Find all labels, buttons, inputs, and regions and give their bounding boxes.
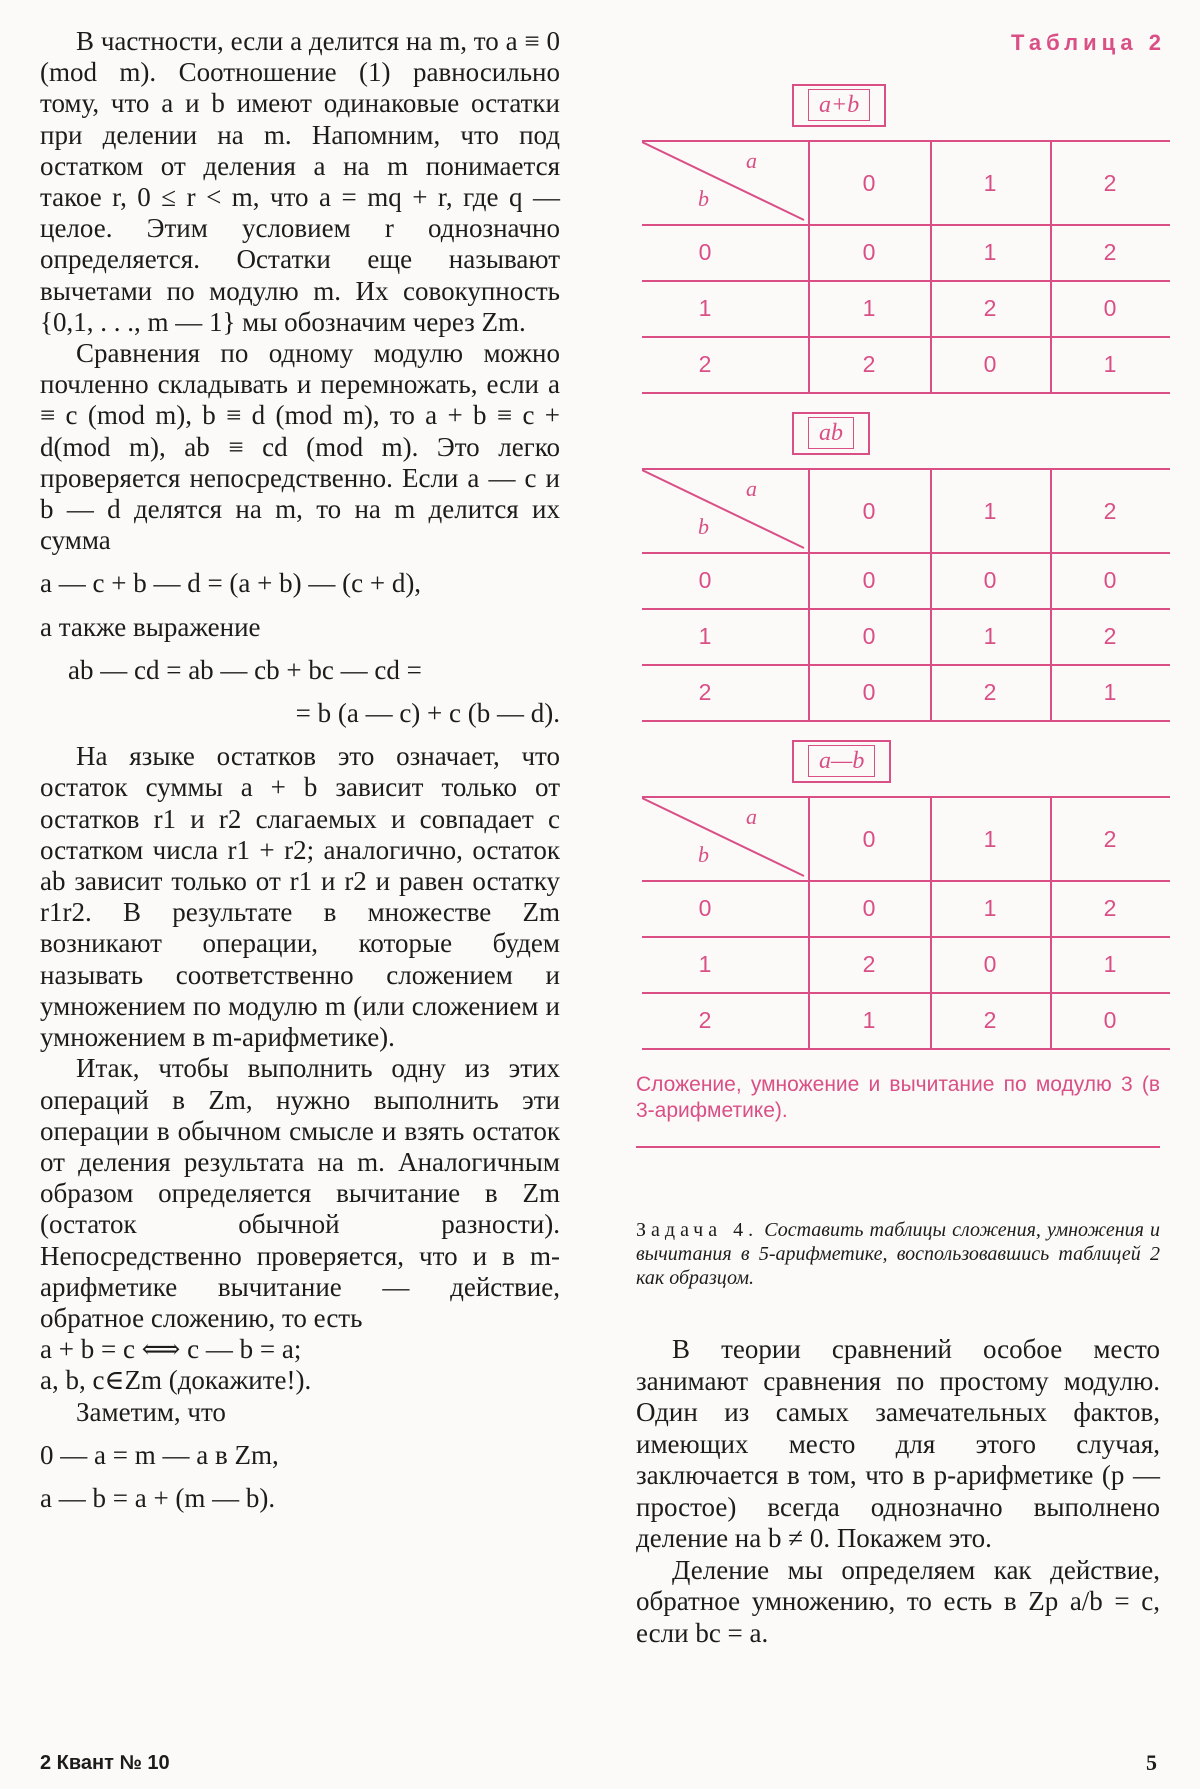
- header-cell: 1: [983, 170, 997, 196]
- op-label-box: [792, 740, 891, 783]
- table-cell: 1: [1103, 951, 1117, 977]
- equation-3a: a + b = c ⟺ c — b = a;: [40, 1334, 302, 1365]
- table-title: Таблица 2: [1010, 30, 1166, 55]
- column-divider: [930, 142, 932, 392]
- op-label-box: [792, 84, 886, 127]
- column-divider: [1050, 470, 1052, 720]
- page-number: 5: [1146, 1750, 1157, 1775]
- row-divider: [642, 1048, 1170, 1050]
- row-divider: [642, 720, 1170, 722]
- table-cell: 2: [1103, 623, 1117, 649]
- table-cell: 0: [1103, 567, 1117, 593]
- diagonal-line: [642, 798, 804, 876]
- col-variable-label: a: [746, 476, 757, 501]
- row-header-cell: 0: [698, 895, 712, 921]
- right-paragraph-1: В теории сравнений особое место занимают сравнения по простому модулю. Один из самых замечательных фактов, имеющих место для этого случая, заключается в том, что в p-арифметике (p — простое) всегда однозначно выполнено деление на b ≠ 0. Покажем это.: [636, 1334, 1160, 1553]
- table-cell: 0: [1103, 295, 1117, 321]
- table-cell: 0: [862, 623, 876, 649]
- column-divider: [808, 798, 810, 1048]
- right-column: [636, 1334, 1160, 1649]
- task-4: [636, 1218, 1160, 1290]
- task-label: Задача 4.: [636, 1219, 759, 1241]
- row-header-cell: 0: [698, 567, 712, 593]
- row-divider: [642, 392, 1170, 394]
- table-cell: 1: [1103, 351, 1117, 377]
- paragraph-2: Сравнения по одному модулю можно почленно складывать и перемножать, если a ≡ c (mod m), b ≡ d (mod m), то a + b ≡ c + d(mod m), ab ≡ cd (mod m). Это легко проверяется непосредственно. Если a — c и b — d делятся на m, то на m делится их сумма: [40, 338, 560, 556]
- column-divider: [1050, 142, 1052, 392]
- column-divider: [930, 470, 932, 720]
- op-label: ab: [808, 417, 854, 449]
- table-cell: 2: [983, 1007, 997, 1033]
- equation-1: a — c + b — d = (a + b) — (c + d),: [40, 568, 422, 599]
- header-cell: 2: [1103, 826, 1117, 852]
- col-variable-label: a: [746, 804, 757, 829]
- header-cell: 0: [862, 498, 876, 524]
- table-cell: 0: [983, 951, 997, 977]
- header-cell: 1: [983, 826, 997, 852]
- row-header-cell: 2: [698, 1007, 712, 1033]
- table-cell: 0: [862, 679, 876, 705]
- table-cell: 2: [983, 295, 997, 321]
- equation-2a: ab — cd = ab — cb + bc — cd =: [68, 654, 422, 685]
- equation-3b: a, b, c∈Zm (докажите!).: [40, 1365, 312, 1396]
- header-cell: 0: [862, 826, 876, 852]
- table-caption: Сложение, умножение и вычитание по модулю 3 (в 3-арифметике).: [636, 1073, 1160, 1122]
- op-label: a+b: [808, 89, 870, 121]
- op-table-1: [642, 92, 1170, 392]
- equation-4a: 0 — a = m — a в Zm,: [40, 1439, 279, 1470]
- header-cell: 2: [1103, 498, 1117, 524]
- row-variable-label: b: [698, 514, 709, 539]
- diagonal-line: [642, 142, 804, 220]
- diagonal-line: [642, 470, 804, 548]
- table-cell: 1: [862, 295, 876, 321]
- header-diagonal: [642, 142, 808, 224]
- header-diagonal: [642, 798, 808, 880]
- column-divider: [808, 142, 810, 392]
- paragraph-6: Заметим, что: [76, 1396, 226, 1427]
- table-cell: 0: [862, 895, 876, 921]
- row-variable-label: b: [698, 186, 709, 211]
- equation-2b: = b (a — c) + c (b — d).: [295, 698, 560, 729]
- equation-4b: a — b = a + (m — b).: [40, 1482, 276, 1513]
- table-cell: 1: [862, 1007, 876, 1033]
- header-cell: 2: [1103, 170, 1117, 196]
- row-header-cell: 1: [698, 295, 712, 321]
- op-table-3: [642, 748, 1170, 1048]
- column-divider: [1050, 798, 1052, 1048]
- right-paragraph-2: Деление мы определяем как действие, обратное умножению, то есть в Zp a/b = c, если bc = a.: [636, 1554, 1160, 1648]
- op-table-2: [642, 420, 1170, 720]
- op-label-box: [792, 412, 870, 455]
- row-header-cell: 0: [698, 239, 712, 265]
- header-diagonal: [642, 470, 808, 552]
- row-header-cell: 1: [698, 623, 712, 649]
- table-cell: 2: [862, 951, 876, 977]
- table-cell: 0: [1103, 1007, 1117, 1033]
- left-column: [40, 26, 560, 1514]
- header-cell: 0: [862, 170, 876, 196]
- paragraph-1: В частности, если a делится на m, то a ≡ 0 (mod m). Соотношение (1) равносильно тому, что a и b имеют одинаковые остатки при делении на m. Напомним, что под остатком от деления a на m понимается такое r, 0 ≤ r < m, что a = mq + r, где q — целое. Этим условием r однозначно определяется. Остатки еще называют вычетами по модулю m. Их совокупность {0,1, . . ., m — 1} мы обозначим через Zm.: [40, 26, 560, 337]
- paragraph-4: На языке остатков это означает, что остаток суммы a + b зависит только от остатков r1 и r2 слагаемых и совпадает с остатком числа r1 + r2; аналогично, остаток ab зависит только от r1 и r2 и равен остатку r1r2. В результате в множестве Zm возникают операции, которые будем называть соответственно сложением и умножением по модулю m (или сложением и умножением в m-арифметике).: [40, 741, 560, 1053]
- table-cell: 2: [862, 351, 876, 377]
- table-cell: 1: [983, 895, 997, 921]
- table-cell: 0: [862, 567, 876, 593]
- paragraph-3: а также выражение: [40, 611, 261, 642]
- table-cell: 2: [1103, 895, 1117, 921]
- row-header-cell: 2: [698, 679, 712, 705]
- op-label: a—b: [808, 745, 875, 777]
- row-header-cell: 2: [698, 351, 712, 377]
- col-variable-label: a: [746, 148, 757, 173]
- table-cell: 1: [983, 239, 997, 265]
- table-cell: 0: [862, 239, 876, 265]
- footer-signature: 2 Квант № 10: [40, 1752, 170, 1774]
- table-cell: 2: [1103, 239, 1117, 265]
- table-cell: 2: [983, 679, 997, 705]
- paragraph-5: Итак, чтобы выполнить одну из этих операций в Zm, нужно выполнить эти операции в обычном смысле и взять остаток от деления результата на m. Аналогичным образом определяется вычитание в Zm (остаток обычной разности). Непосредственно проверяется, что и в m-арифметике вычитание — действие, обратное сложению, то есть: [40, 1053, 560, 1333]
- column-divider: [808, 470, 810, 720]
- column-divider: [930, 798, 932, 1048]
- header-cell: 1: [983, 498, 997, 524]
- table-cell: 0: [983, 567, 997, 593]
- table-cell: 1: [983, 623, 997, 649]
- row-variable-label: b: [698, 842, 709, 867]
- table-cell: 0: [983, 351, 997, 377]
- task-text: Составить таблицы сложения, умножения и вычитания в 5-арифметике, воспользовавшись таблицей 2 как образцом.: [636, 1219, 1161, 1289]
- caption-divider: [636, 1146, 1160, 1148]
- row-header-cell: 1: [698, 951, 712, 977]
- table-cell: 1: [1103, 679, 1117, 705]
